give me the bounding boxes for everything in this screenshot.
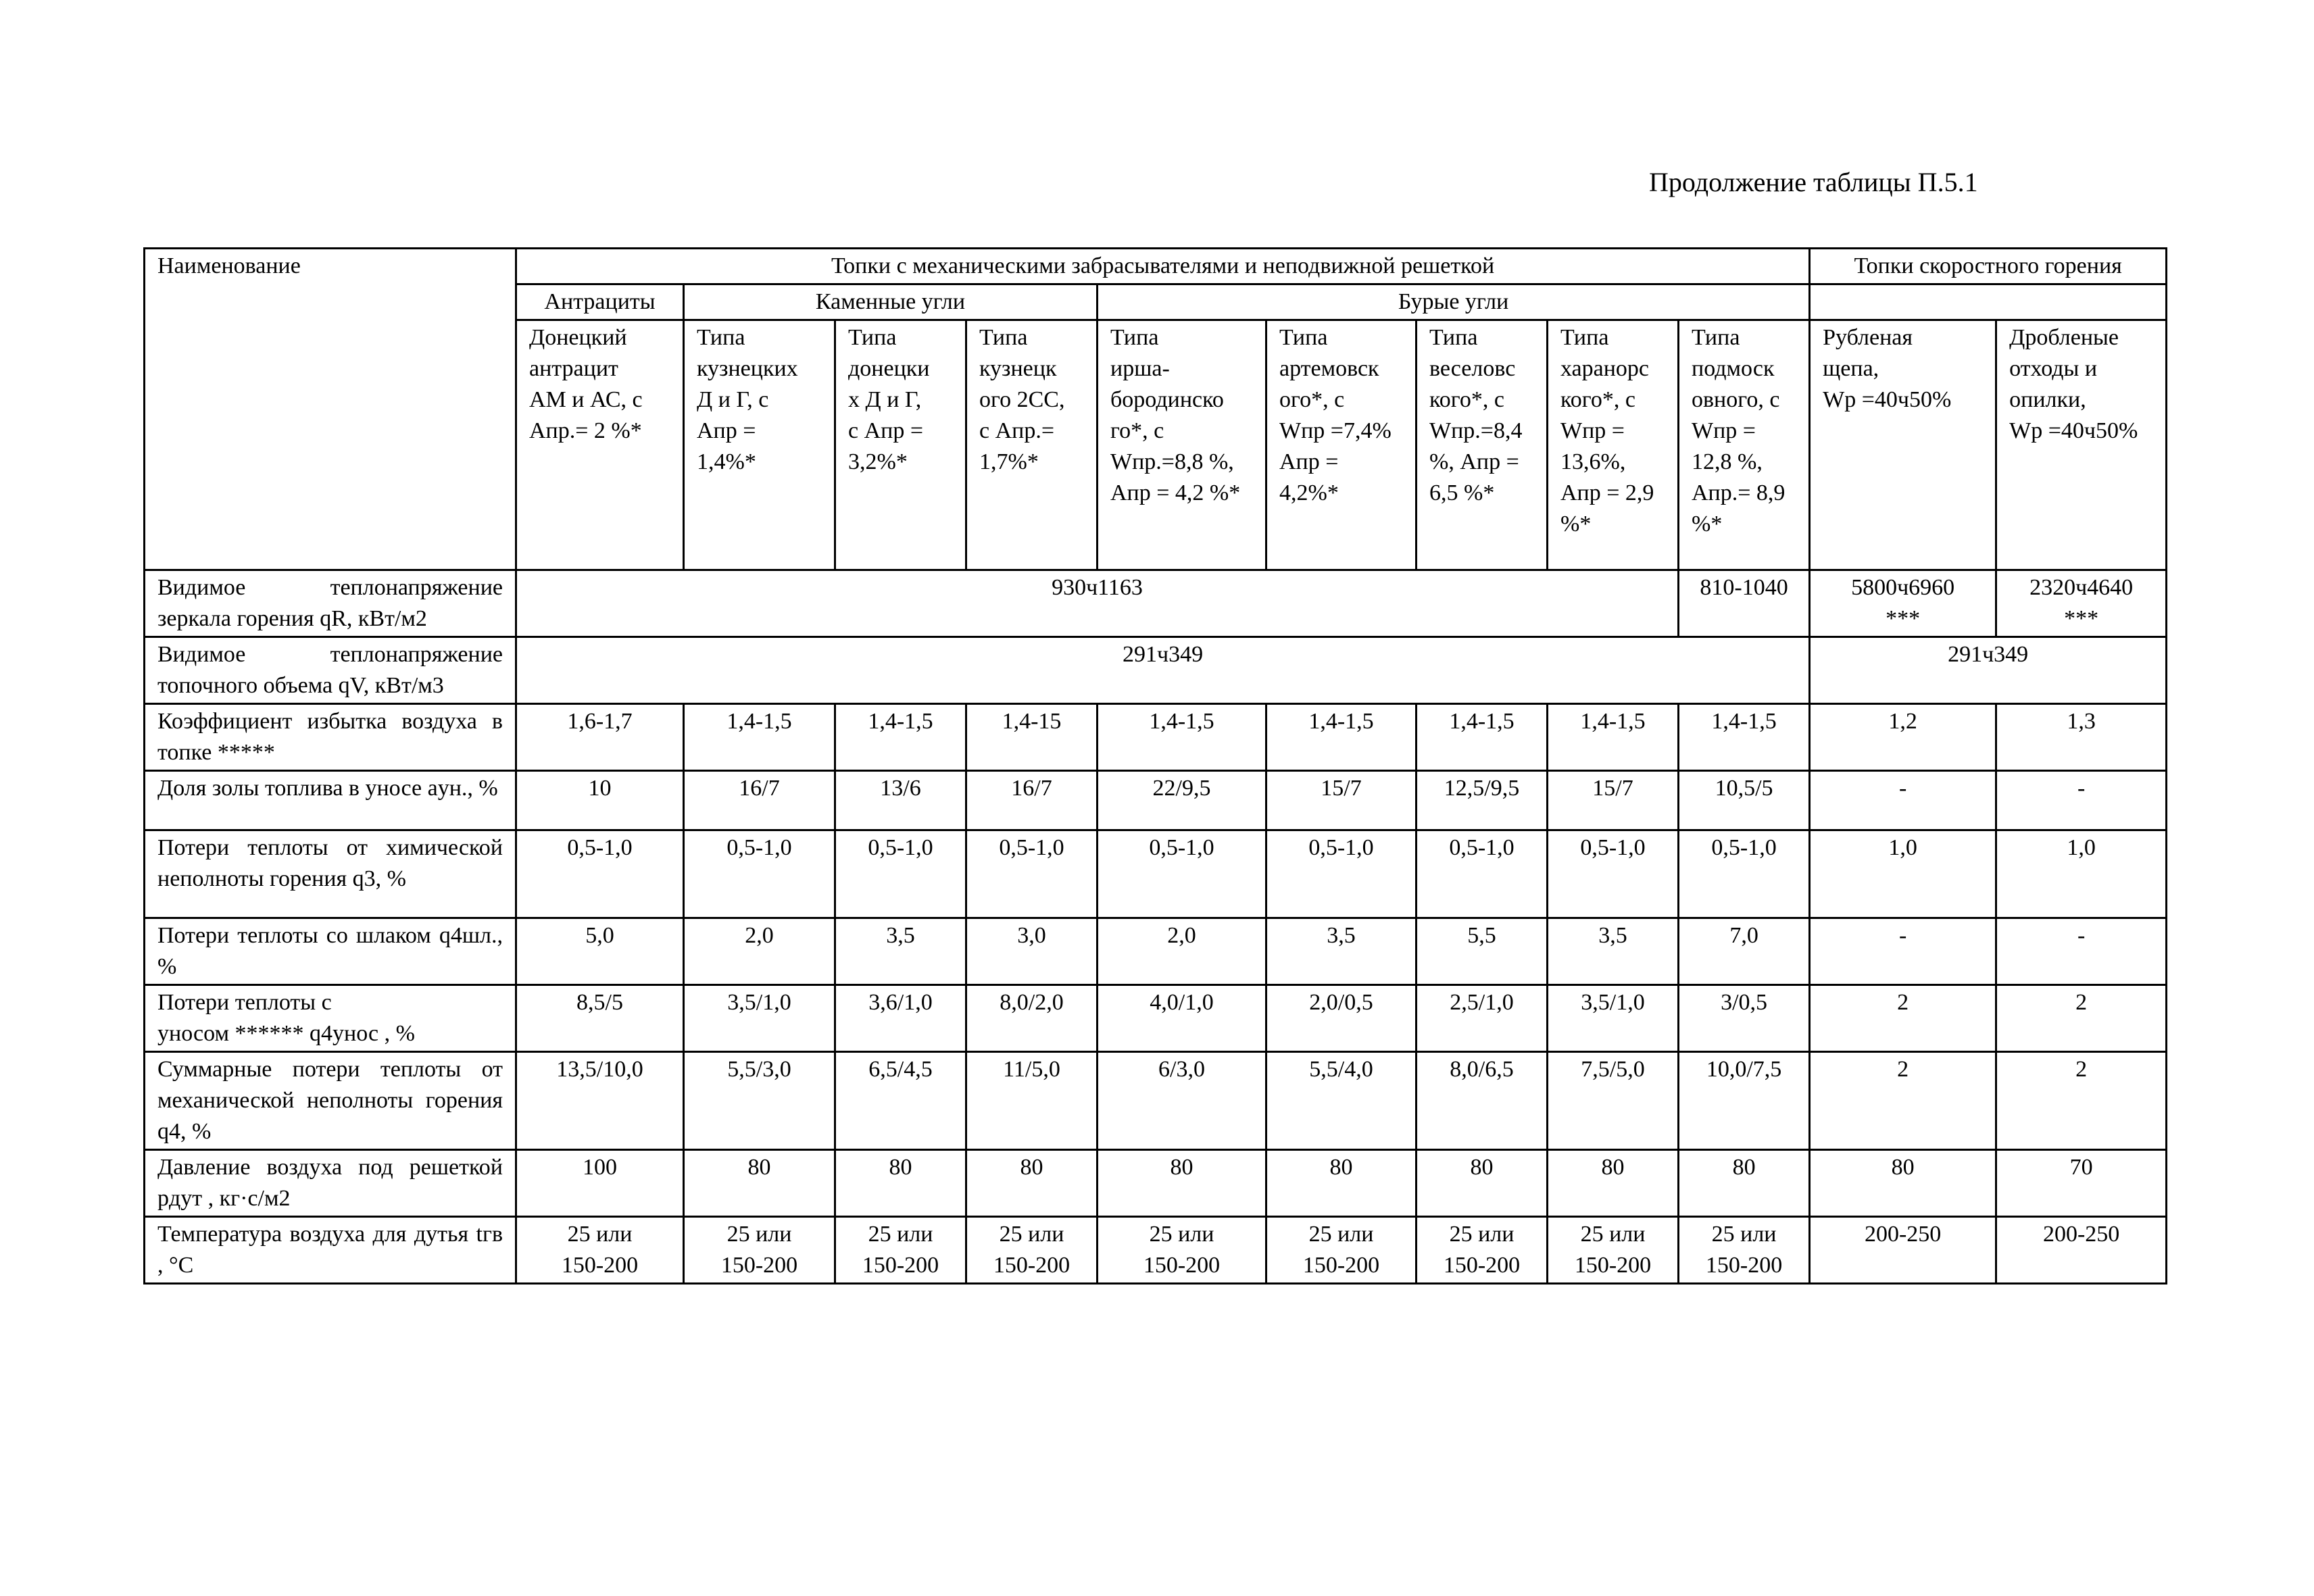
table-cell: 0,5-1,0	[684, 830, 835, 918]
table-cell: 0,5-1,0	[1548, 830, 1679, 918]
column-header-9: Типа подмоск овного, с Wпр = 12,8 %, Апр.= 8,9 %*	[1679, 320, 1810, 570]
table-row	[145, 985, 2167, 1052]
table-cell: 10	[516, 771, 684, 830]
table-cell: 6,5/4,5	[835, 1052, 966, 1150]
table-cell: 80	[1417, 1150, 1548, 1217]
table-cell: 5,5/3,0	[684, 1052, 835, 1150]
row-name: Потери теплоты от химической неполноты горения q3, %	[145, 830, 516, 918]
table-cell: 70	[1996, 1150, 2167, 1217]
table-cell: 25 или 150-200	[516, 1217, 684, 1284]
row-name: Потери теплоты с уносом ****** q4унос , %	[145, 985, 516, 1052]
table-cell: 10,0/7,5	[1679, 1052, 1810, 1150]
table-row	[145, 1052, 2167, 1150]
name-header: Наименование	[145, 249, 516, 570]
table-cell: -	[1996, 771, 2167, 830]
table-cell: 7,5/5,0	[1548, 1052, 1679, 1150]
table-cell: 25 или 150-200	[966, 1217, 1098, 1284]
table-cell: 1,0	[1810, 830, 1996, 918]
table-cell: 810-1040	[1679, 570, 1810, 637]
table-cell: 25 или 150-200	[1679, 1217, 1810, 1284]
table-cell: 1,4-1,5	[1098, 704, 1266, 771]
column-header-11: Дробленые отходы и опилки, Wр =40ч50%	[1996, 320, 2167, 570]
table-cell: 80	[835, 1150, 966, 1217]
column-header-6: Типа артемовск ого*, с Wпр =7,4% Апр = 4,2%*	[1266, 320, 1417, 570]
table-row	[145, 1150, 2167, 1217]
table-row	[145, 771, 2167, 830]
table-cell: 7,0	[1679, 918, 1810, 985]
row-name: Коэффициент избытка воздуха в топке *****	[145, 704, 516, 771]
table-cell: 25 или 150-200	[835, 1217, 966, 1284]
table-cell: 0,5-1,0	[1417, 830, 1548, 918]
table-cell: 3/0,5	[1679, 985, 1810, 1052]
table-cell: 0,5-1,0	[516, 830, 684, 918]
table-cell: 5800ч6960 ***	[1810, 570, 1996, 637]
table-cell: 2	[1810, 1052, 1996, 1150]
table-cell: 3,6/1,0	[835, 985, 966, 1052]
column-header-7: Типа веселовс кого*, с Wпр.=8,4 %, Апр = 6,5 %*	[1417, 320, 1548, 570]
subheader-brown-coal: Бурые угли	[1098, 284, 1810, 320]
table-cell: 3,5	[1548, 918, 1679, 985]
table-cell: 1,4-1,5	[1679, 704, 1810, 771]
table-cell: 1,6-1,7	[516, 704, 684, 771]
table-cell: 8,5/5	[516, 985, 684, 1052]
table-cell: 80	[1098, 1150, 1266, 1217]
table-cell: 3,0	[966, 918, 1098, 985]
table-cell: 80	[684, 1150, 835, 1217]
table-row	[145, 637, 2167, 704]
table-row	[145, 1217, 2167, 1284]
table-cell: 2,0	[1098, 918, 1266, 985]
table-cell: 1,4-1,5	[1417, 704, 1548, 771]
column-header-10: Рубленая щепа, Wр =40ч50%	[1810, 320, 1996, 570]
table-cell: 2	[1996, 985, 2167, 1052]
row-name: Видимое теплонапряжение топочного объема qV, кВт/м3	[145, 637, 516, 704]
column-header-5: Типа ирша- бородинско го*, с Wпр.=8,8 %, Апр = 4,2 %*	[1098, 320, 1266, 570]
table-cell: 200-250	[1810, 1217, 1996, 1284]
table-cell: 4,0/1,0	[1098, 985, 1266, 1052]
table-cell: 25 или 150-200	[1548, 1217, 1679, 1284]
table-caption: Продолжение таблицы П.5.1	[1649, 167, 1978, 197]
table-cell: 0,5-1,0	[966, 830, 1098, 918]
column-header-4: Типа кузнецк ого 2СС, с Апр.= 1,7%*	[966, 320, 1098, 570]
row-name: Суммарные потери теплоты от механической неполноты горения q4, %	[145, 1052, 516, 1150]
table-cell: 22/9,5	[1098, 771, 1266, 830]
table-cell: 291ч349	[1810, 637, 2167, 704]
table-cell: 291ч349	[516, 637, 1810, 704]
table-cell: 8,0/2,0	[966, 985, 1098, 1052]
table-cell: 25 или 150-200	[684, 1217, 835, 1284]
table-cell: 3,5	[1266, 918, 1417, 985]
table-cell: 25 или 150-200	[1417, 1217, 1548, 1284]
table-cell: 25 или 150-200	[1266, 1217, 1417, 1284]
table-cell: 5,0	[516, 918, 684, 985]
table-cell: 16/7	[684, 771, 835, 830]
table-cell: 3,5/1,0	[684, 985, 835, 1052]
table-cell: 0,5-1,0	[1679, 830, 1810, 918]
table-cell: 1,4-1,5	[1266, 704, 1417, 771]
table-cell: 2,0	[684, 918, 835, 985]
table-cell: 1,3	[1996, 704, 2167, 771]
group-header-mechanical: Топки с механическими забрасывателями и неподвижной решеткой	[516, 249, 1810, 284]
row-name: Давление воздуха под решеткой pдут , кг·с/м2	[145, 1150, 516, 1217]
table-cell: 2	[1810, 985, 1996, 1052]
table-cell: 2	[1996, 1052, 2167, 1150]
subheader-stone-coal: Каменные угли	[684, 284, 1098, 320]
table-cell: 2320ч4640 ***	[1996, 570, 2167, 637]
header-row-1	[145, 249, 2167, 284]
subheader-fast-empty	[1810, 284, 2167, 320]
table-cell: -	[1996, 918, 2167, 985]
table-cell: 0,5-1,0	[1266, 830, 1417, 918]
table-cell: 2,5/1,0	[1417, 985, 1548, 1052]
group-header-fast: Топки скоростного горения	[1810, 249, 2167, 284]
table-cell: 1,4-1,5	[835, 704, 966, 771]
row-name: Видимое теплонапряжение зеркала горения qR, кВт/м2	[145, 570, 516, 637]
table-cell: 11/5,0	[966, 1052, 1098, 1150]
row-name: Температура воздуха для дутья tгв , °С	[145, 1217, 516, 1284]
column-header-2: Типа кузнецких Д и Г, с Апр = 1,4%*	[684, 320, 835, 570]
subheader-anthracites: Антрациты	[516, 284, 684, 320]
row-name: Потери теплоты со шлаком q4шл., %	[145, 918, 516, 985]
table-cell: 930ч1163	[516, 570, 1679, 637]
table-cell: 10,5/5	[1679, 771, 1810, 830]
table-cell: 80	[1810, 1150, 1996, 1217]
table-row	[145, 918, 2167, 985]
table-cell: 80	[1266, 1150, 1417, 1217]
table-row	[145, 704, 2167, 771]
table-cell: 80	[966, 1150, 1098, 1217]
table-cell: 80	[1548, 1150, 1679, 1217]
table-cell: 3,5/1,0	[1548, 985, 1679, 1052]
table-cell: 12,5/9,5	[1417, 771, 1548, 830]
table-cell: 1,2	[1810, 704, 1996, 771]
table-cell: 16/7	[966, 771, 1098, 830]
table-cell: 1,0	[1996, 830, 2167, 918]
table-cell: 1,4-1,5	[1548, 704, 1679, 771]
table-cell: 15/7	[1548, 771, 1679, 830]
table-row	[145, 570, 2167, 637]
table-cell: 15/7	[1266, 771, 1417, 830]
column-header-8: Типа харанорс кого*, с Wпр = 13,6%, Апр = 2,9 %*	[1548, 320, 1679, 570]
table-cell: 0,5-1,0	[835, 830, 966, 918]
table-row	[145, 830, 2167, 918]
table-cell: 5,5	[1417, 918, 1548, 985]
table-cell: 5,5/4,0	[1266, 1052, 1417, 1150]
table-cell: 1,4-15	[966, 704, 1098, 771]
table-cell: 13,5/10,0	[516, 1052, 684, 1150]
table-cell: -	[1810, 771, 1996, 830]
table-cell: 2,0/0,5	[1266, 985, 1417, 1052]
table-cell: 25 или 150-200	[1098, 1217, 1266, 1284]
row-name: Доля золы топлива в уносе aун., %	[145, 771, 516, 830]
furnace-parameters-table	[143, 247, 2167, 1285]
column-header-1: Донецкий антрацит АМ и АС, с Апр.= 2 %*	[516, 320, 684, 570]
table-cell: 6/3,0	[1098, 1052, 1266, 1150]
table-cell: 0,5-1,0	[1098, 830, 1266, 918]
table-cell: 3,5	[835, 918, 966, 985]
column-header-3: Типа донецки х Д и Г, с Апр = 3,2%*	[835, 320, 966, 570]
table-cell: 13/6	[835, 771, 966, 830]
table-cell: 100	[516, 1150, 684, 1217]
table-cell: 200-250	[1996, 1217, 2167, 1284]
table-cell: 8,0/6,5	[1417, 1052, 1548, 1150]
table-cell: 1,4-1,5	[684, 704, 835, 771]
table-cell: -	[1810, 918, 1996, 985]
table-cell: 80	[1679, 1150, 1810, 1217]
